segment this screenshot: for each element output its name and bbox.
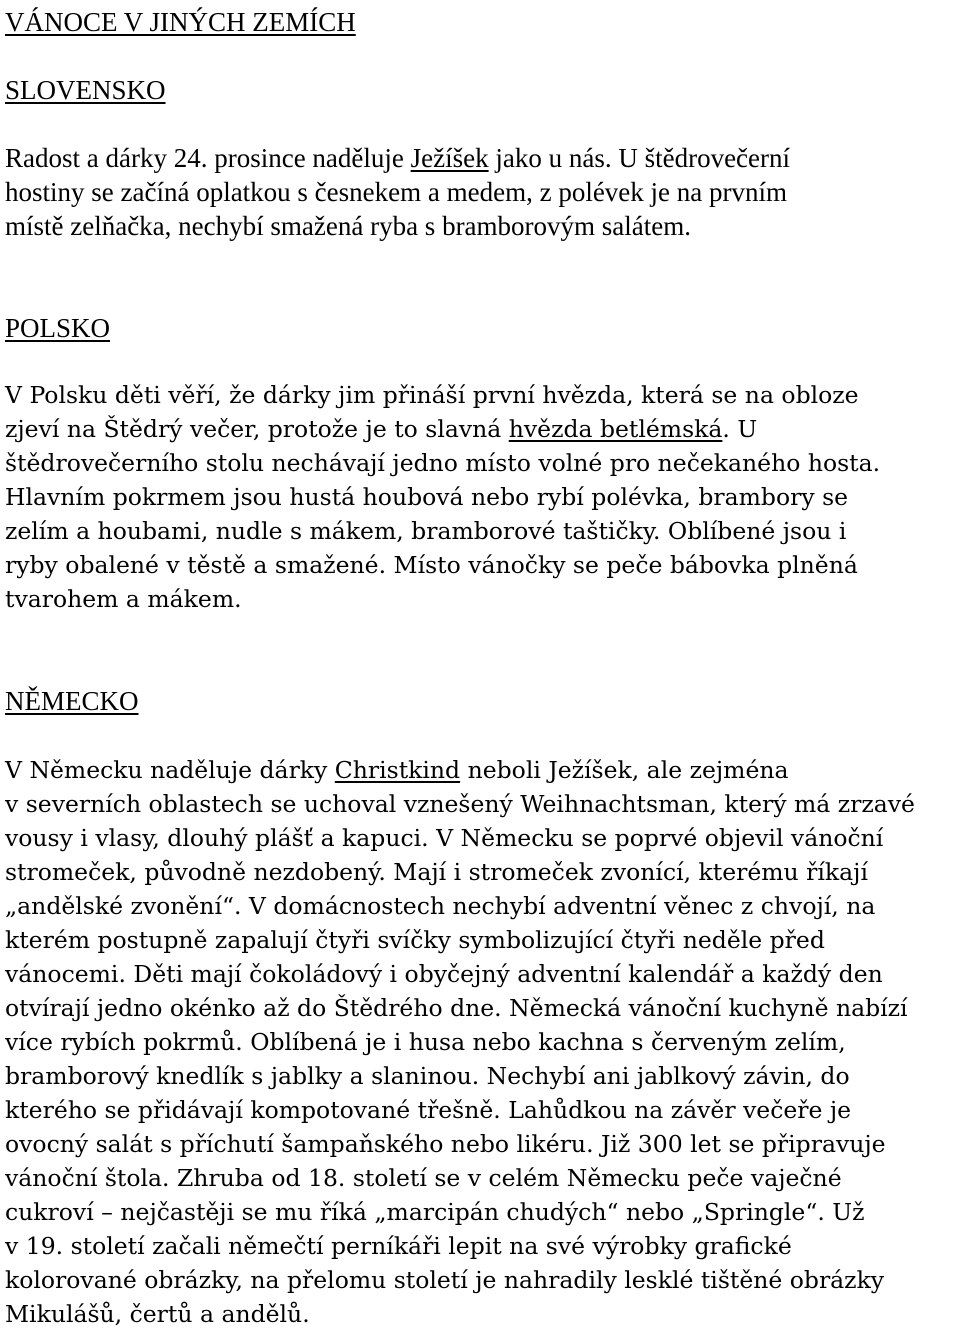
- link-hvezda-betlemska[interactable]: hvězda betlémská: [508, 415, 723, 443]
- section-heading-polsko: POLSKO: [5, 313, 111, 343]
- section-heading-slovensko: SLOVENSKO: [5, 75, 166, 105]
- paragraph-line: v severních oblastech se uchoval vznešený Weihnachtsman, který má zrzavé: [5, 790, 915, 818]
- section-heading-nemecko: NĚMECKO: [5, 686, 139, 716]
- paragraph-line: více rybích pokrmů. Oblíbená je i husa nebo kachna s červeným zelím,: [5, 1028, 846, 1056]
- paragraph-line: Mikulášů, čertů a andělů.: [5, 1300, 310, 1328]
- paragraph-line: stromeček, původně nezdobený. Mají i stromeček zvonící, kterému říkají: [5, 858, 868, 886]
- paragraph-line: vánoční štola. Zhruba od 18. století se v celém Německu peče vaječné: [5, 1164, 842, 1192]
- paragraph-line: cukroví – nejčastěji se mu říká „marcipán chudých“ nebo „Springle“. Už: [5, 1198, 865, 1226]
- document-title: VÁNOCE V JINÝCH ZEMÍCH: [5, 7, 356, 37]
- paragraph-line: bramborový knedlík s jablky a slaninou. Nechybí ani jablkový závin, do: [5, 1062, 850, 1090]
- paragraph-line: Hlavním pokrmem jsou hustá houbová nebo rybí polévka, brambory se: [5, 483, 849, 511]
- paragraph-line: V Německu naděluje dárky Christkind neboli Ježíšek, ale zejména: [5, 756, 789, 784]
- paragraph-line: kterém postupně zapalují čtyři svíčky symbolizující čtyři neděle před: [5, 926, 825, 954]
- paragraph-line: Radost a dárky 24. prosince naděluje Ježíšek jako u nás. U štědrovečerní: [5, 143, 791, 173]
- section-paragraph-nemecko: [5, 753, 915, 1331]
- paragraph-line: štědrovečerního stolu nechávají jedno místo volné pro nečekaného hosta.: [5, 449, 881, 477]
- paragraph-line: vánocemi. Děti mají čokoládový i obyčejný adventní kalendář a každý den: [5, 960, 883, 988]
- link-jezisek[interactable]: Ježíšek: [410, 143, 489, 173]
- paragraph-line: vousy i vlasy, dlouhý plášť a kapuci. V Německu se poprvé objevil vánoční: [5, 824, 884, 852]
- paragraph-line: v 19. století začali němečtí perníkáři lepit na své výrobky grafické: [5, 1232, 792, 1260]
- paragraph-line: zelím a houbami, nudle s mákem, bramborové taštičky. Oblíbené jsou i: [5, 517, 847, 545]
- paragraph-line: „andělské zvonění“. V domácnostech nechybí adventní věnec z chvojí, na: [5, 892, 876, 920]
- paragraph-line: otvírají jedno okénko až do Štědrého dne. Německá vánoční kuchyně nabízí: [5, 994, 908, 1022]
- paragraph-line: kterého se přidávají kompotované třešně. Lahůdkou na závěr večeře je: [5, 1096, 852, 1124]
- paragraph-line: hostiny se začíná oplatkou s česnekem a medem, z polévek je na prvním: [5, 177, 787, 207]
- section-paragraph-polsko: [5, 378, 880, 616]
- link-christkind[interactable]: Christkind: [334, 756, 461, 784]
- paragraph-line: tvarohem a mákem.: [5, 585, 242, 613]
- paragraph-line: místě zelňačka, nechybí smažená ryba s bramborovým salátem.: [5, 211, 691, 241]
- paragraph-line: V Polsku děti věří, že dárky jim přináší první hvězda, která se na obloze: [5, 381, 859, 409]
- section-paragraph-slovensko: [5, 141, 790, 243]
- paragraph-line: ovocný salát s příchutí šampaňského nebo likéru. Již 300 let se připravuje: [5, 1130, 886, 1158]
- paragraph-line: ryby obalené v těstě a smažené. Místo vánočky se peče bábovka plněná: [5, 551, 858, 579]
- paragraph-line: zjeví na Štědrý večer, protože je to slavná hvězda betlémská. U: [5, 415, 758, 443]
- paragraph-line: kolorované obrázky, na přelomu století je nahradily lesklé tištěné obrázky: [5, 1266, 885, 1294]
